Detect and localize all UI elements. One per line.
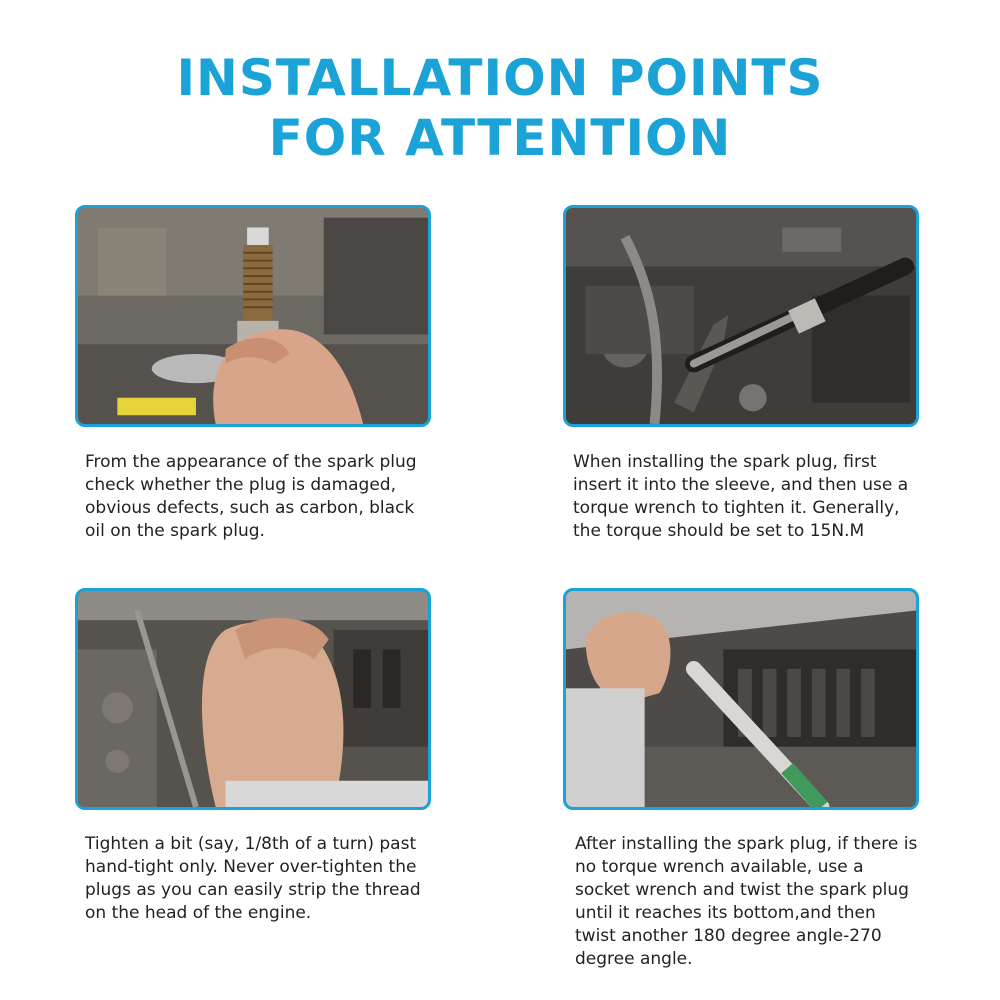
page-title-line-1: INSTALLATION POINTS (176, 49, 824, 107)
caption-line: Tighten a bit (say, 1/8th of a turn) past (85, 834, 417, 854)
caption-line: plugs as you can easily strip the thread (85, 880, 421, 900)
caption-line: until it reaches its bottom,and then (575, 903, 876, 923)
caption-line: the torque should be set to 15N.M (573, 521, 865, 541)
caption-line: From the appearance of the spark plug (85, 452, 417, 472)
caption-line: check whether the plug is damaged, (85, 475, 397, 495)
caption-line: no torque wrench available, use a (575, 857, 864, 877)
step-2-caption (573, 451, 908, 543)
step-1-caption (85, 451, 417, 543)
caption-line: socket wrench and twist the spark plug (575, 880, 909, 900)
step-3-caption (85, 833, 421, 925)
caption-line: torque wrench to tighten it. Generally, (573, 498, 900, 518)
caption-line: hand-tight only. Never over-tighten the (85, 857, 417, 877)
hand-tightening-plug-photo (75, 588, 431, 810)
page-title-line-2: FOR ATTENTION (268, 109, 732, 167)
torque-wrench-in-engine-photo (563, 205, 919, 427)
caption-line: on the head of the engine. (85, 903, 312, 923)
step-4-caption (575, 833, 917, 971)
page-title (0, 48, 1000, 168)
caption-line: When installing the spark plug, first (573, 452, 877, 472)
caption-line: oil on the spark plug. (85, 521, 265, 541)
socket-wrench-twist-photo (563, 588, 919, 810)
caption-line: degree angle. (575, 949, 693, 969)
caption-line: obvious defects, such as carbon, black (85, 498, 415, 518)
spark-plug-in-hand-photo (75, 205, 431, 427)
caption-line: insert it into the sleeve, and then use a (573, 475, 909, 495)
caption-line: After installing the spark plug, if there is (575, 834, 918, 854)
caption-line: twist another 180 degree angle-270 (575, 926, 882, 946)
